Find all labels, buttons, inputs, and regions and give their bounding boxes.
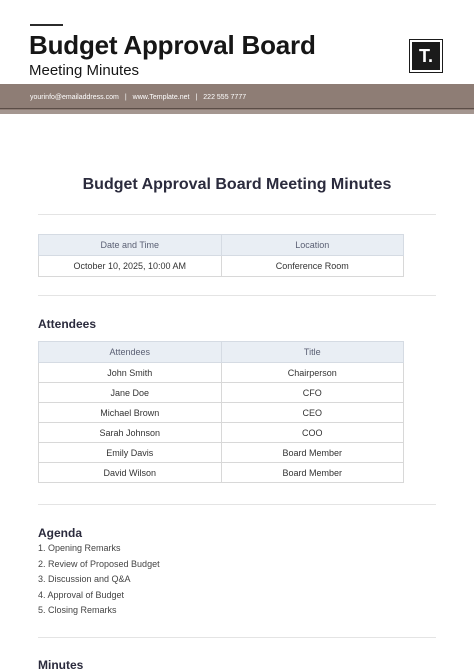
table-header-row	[39, 235, 404, 256]
minutes-heading: Minutes	[38, 658, 84, 672]
attendees-heading: Attendees	[38, 317, 97, 331]
attendee-name: Jane Doe	[39, 383, 222, 403]
attendees-table	[38, 341, 404, 483]
header-attendees: Attendees	[39, 342, 222, 363]
main-title: Budget Approval Board Meeting Minutes	[82, 176, 392, 193]
attendee-name: Emily Davis	[39, 443, 222, 463]
agenda-item: 1. Opening Remarks	[38, 543, 121, 553]
meeting-details-table	[38, 234, 404, 277]
table-row	[39, 383, 404, 403]
attendee-name: David Wilson	[39, 463, 222, 483]
attendee-title: Board Member	[221, 443, 404, 463]
contact-separator: |	[195, 93, 198, 101]
attendee-title: COO	[221, 423, 404, 443]
table-row	[39, 463, 404, 483]
table-row	[39, 363, 404, 383]
band-shadow	[0, 110, 474, 114]
template-logo-icon	[410, 40, 442, 72]
attendee-title: CFO	[221, 383, 404, 403]
section-divider	[38, 504, 436, 505]
attendee-title: Board Member	[221, 463, 404, 483]
agenda-heading: Agenda	[38, 526, 83, 540]
contact-band	[0, 84, 474, 110]
header-title: Title	[221, 342, 404, 363]
agenda-item: 2. Review of Proposed Budget	[38, 558, 160, 569]
contact-email[interactable]: yourinfo@emailaddress.com	[30, 93, 119, 101]
section-divider	[38, 214, 436, 215]
document-subtitle: Meeting Minutes	[29, 62, 140, 79]
header-location: Location	[221, 235, 404, 256]
section-divider	[38, 295, 436, 296]
contact-website[interactable]: www.Template.net	[132, 93, 190, 101]
attendee-name: Sarah Johnson	[39, 423, 222, 443]
header-accent-rule	[30, 24, 63, 26]
attendee-name: Michael Brown	[39, 403, 222, 423]
attendee-title: Chairperson	[221, 363, 404, 383]
agenda-item: 4. Approval of Budget	[38, 589, 125, 600]
agenda-item: 5. Closing Remarks	[38, 605, 117, 615]
agenda-list	[38, 541, 160, 619]
contact-separator: |	[124, 93, 127, 101]
attendee-title: CEO	[221, 403, 404, 423]
table-row	[39, 443, 404, 463]
section-divider	[38, 637, 436, 638]
meeting-location: Conference Room	[221, 256, 404, 277]
table-row	[39, 256, 404, 277]
table-row	[39, 403, 404, 423]
band-divider	[0, 108, 474, 109]
contact-phone: 222 555 7777	[203, 93, 247, 101]
document-title: Budget Approval Board	[29, 30, 316, 60]
table-row	[39, 423, 404, 443]
table-header-row	[39, 342, 404, 363]
meeting-date-time: October 10, 2025, 10:00 AM	[39, 256, 222, 277]
agenda-item: 3. Discussion and Q&A	[38, 574, 131, 584]
header-date-time: Date and Time	[39, 235, 222, 256]
attendee-name: John Smith	[39, 363, 222, 383]
logo-letter: T.	[418, 46, 433, 66]
